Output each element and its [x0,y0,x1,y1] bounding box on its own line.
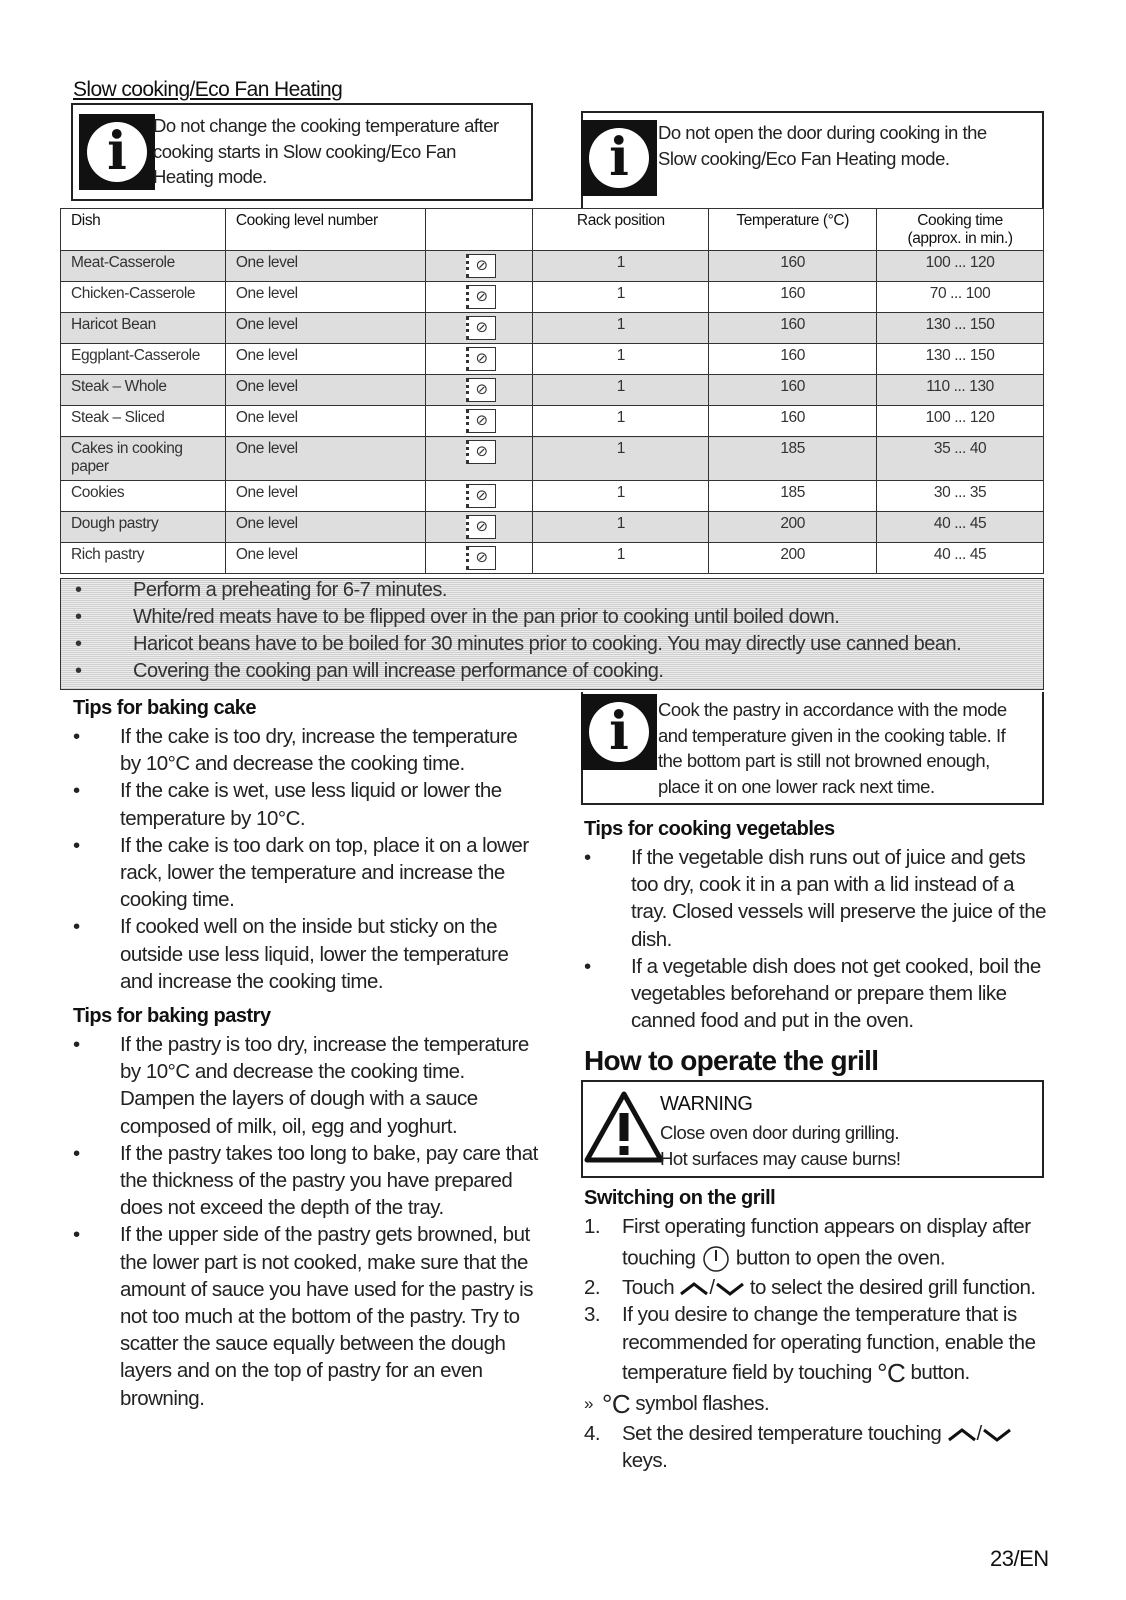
cell-dish: Dough pastry [61,512,226,543]
fan-heating-icon: ⊘ [466,254,496,278]
fan-heating-icon: ⊘ [466,440,496,464]
table-row [61,437,1044,481]
info-line: Do not change the cooking temperature after [153,115,499,136]
fan-heating-icon: ⊘ [466,316,496,340]
header-dish: Dish [61,209,226,251]
list-item: • If the pastry takes too long to bake, pay care that the thickness of the pastry you have prepared does not exceed the depth of the tray. [73,1141,538,1220]
cake-tips-list [73,723,553,995]
header-level: Cooking level number [225,209,425,251]
warning-title: WARNING [660,1093,753,1115]
keys-separator: / [709,1276,715,1300]
table-row [61,481,1044,512]
cell-temperature: 160 [709,344,877,375]
info-box-door [581,111,1044,208]
warning-line: Close oven door during grilling. [660,1122,900,1143]
pastry-tips-title: Tips for baking pastry [73,1005,271,1027]
section-title: Slow cooking/Eco Fan Heating [73,78,343,101]
step-item: 2. Touch / to select the desired grill function. [584,1276,1036,1300]
cell-temperature: 185 [709,481,877,512]
info-line: Cook the pastry in accordance with the mode [658,699,1007,720]
fan-heating-icon: ⊘ [466,347,496,371]
cell-rack: 1 [533,251,709,282]
cell-dish: Cookies [61,481,226,512]
fan-heating-icon: ⊘ [466,515,496,539]
warning-box [581,1080,1044,1178]
cell-dish: Cakes in cooking paper [61,437,226,481]
cell-mode [425,344,533,375]
cell-dish: Meat-Casserole [61,251,226,282]
cell-mode [425,313,533,344]
cell-time: 40 ... 45 [877,543,1044,574]
fan-heating-icon: ⊘ [466,409,496,433]
list-item: • If the cake is too dark on top, place it on a lower rack, lower the temperature and increase the cooking time. [73,833,529,912]
cell-level: One level [225,251,425,282]
cell-mode [425,251,533,282]
cell-level: One level [225,406,425,437]
step-item: 1. First operating function appears on display after touching button to open the oven. [584,1213,1054,1274]
cell-rack: 1 [533,406,709,437]
info-icon: i [581,120,657,196]
cell-rack: 1 [533,313,709,344]
cell-dish: Rich pastry [61,543,226,574]
step-item: 3. If you desire to change the temperature that is recommended for operating function, enable the temperature field by touching °C button. [584,1303,1036,1388]
cell-mode [425,437,533,481]
header-time: Cooking time (approx. in min.) [877,209,1044,251]
table-row [61,406,1044,437]
note-item: • Haricot beans have to be boiled for 30 minutes prior to cooking. You may directly use canned bean. [75,633,962,655]
cooking-table [60,208,1044,574]
fan-heating-icon: ⊘ [466,546,496,570]
cell-temperature: 160 [709,406,877,437]
cell-time: 130 ... 150 [877,313,1044,344]
cell-time: 35 ... 40 [877,437,1044,481]
cell-mode [425,375,533,406]
table-row [61,512,1044,543]
info-line: Do not open the door during cooking in the [658,122,987,143]
down-key-icon [715,1281,745,1297]
cell-temperature: 200 [709,543,877,574]
vegetable-tips-title: Tips for cooking vegetables [584,818,835,840]
cell-level: One level [225,375,425,406]
up-key-icon [947,1427,977,1443]
header-temperature: Temperature (°C) [709,209,877,251]
fan-heating-icon: ⊘ [466,484,496,508]
table-row [61,543,1044,574]
table-row [61,344,1044,375]
cell-rack: 1 [533,344,709,375]
list-item: • If a vegetable dish does not get cooked, boil the vegetables beforehand or prepare them like canned food and put in the oven. [584,954,1041,1033]
celsius-icon: °C [877,1357,906,1388]
cell-level: One level [225,313,425,344]
cell-rack: 1 [533,481,709,512]
result-item: » °C symbol flashes. [584,1388,770,1419]
cell-temperature: 160 [709,313,877,344]
cell-level: One level [225,543,425,574]
page-number: 23/EN [990,1546,1049,1571]
cell-time: 30 ... 35 [877,481,1044,512]
cell-temperature: 185 [709,437,877,481]
header-rack: Rack position [533,209,709,251]
list-item: • If the pastry is too dry, increase the temperature by 10°C and decrease the cooking time. Dampen the layers of dough with a sauce composed of milk, oil, egg and yoghurt. [73,1033,529,1138]
cell-dish: Eggplant-Casserole [61,344,226,375]
list-item: • If the vegetable dish runs out of juice and gets too dry, cook it in a pan with a lid instead of a tray. Closed vessels will preserve the juice of the dish. [584,846,1047,951]
list-item: • If cooked well on the inside but sticky on the outside use less liquid, lower the temperature and increase the cooking time. [73,915,509,993]
celsius-icon: °C [602,1388,631,1419]
table-header-row [61,209,1044,251]
grill-steps [584,1213,1054,1475]
cell-level: One level [225,344,425,375]
keys-separator: / [976,1422,982,1446]
table-row [61,251,1044,282]
table-notes [60,578,1044,690]
cell-level: One level [225,282,425,313]
cell-rack: 1 [533,512,709,543]
note-item: • Covering the cooking pan will increase performance of cooking. [75,660,664,682]
cell-temperature: 160 [709,251,877,282]
cell-temperature: 160 [709,375,877,406]
cell-time: 110 ... 130 [877,375,1044,406]
list-item: • If the upper side of the pastry gets browned, but the lower part is not cooked, make sure that the amount of sauce you have used for the pastry is not too much at the bottom of the pastry. Try to scatter the sauce equally between the dough layers and on the top of pastry for an even browning. [73,1223,533,1410]
cell-time: 70 ... 100 [877,282,1044,313]
cell-temperature: 200 [709,512,877,543]
cell-dish: Haricot Bean [61,313,226,344]
table-row [61,375,1044,406]
table-row [61,282,1044,313]
cell-rack: 1 [533,375,709,406]
step-item: 4. Set the desired temperature touching / keys. [584,1420,1054,1474]
switching-title: Switching on the grill [584,1187,776,1209]
warning-icon [584,1091,664,1163]
vegetable-tips-list [584,844,1054,1034]
list-item: • If the cake is wet, use less liquid or lower the temperature by 10°C. [73,779,502,830]
cell-temperature: 160 [709,282,877,313]
cell-level: One level [225,512,425,543]
cell-level: One level [225,437,425,481]
info-box-temperature [71,103,533,201]
note-item: • Perform a preheating for 6-7 minutes. [75,579,447,601]
info-line: the bottom part is still not browned enough, [658,750,990,771]
cell-mode [425,543,533,574]
info-line: Slow cooking/Eco Fan Heating mode. [658,147,950,169]
grill-section-title: How to operate the grill [584,1045,879,1076]
power-icon [701,1244,731,1274]
cell-level: One level [225,481,425,512]
list-item: • If the cake is too dry, increase the temperature by 10°C and decrease the cooking time. [73,725,518,776]
info-line: and temperature given in the cooking table. If [658,724,1006,746]
cake-tips-title: Tips for baking cake [73,697,257,719]
note-item: • White/red meats have to be flipped over in the pan prior to cooking until boiled down. [75,606,840,628]
up-key-icon [679,1281,709,1297]
cell-dish: Steak – Sliced [61,406,226,437]
cell-mode [425,282,533,313]
cell-time: 40 ... 45 [877,512,1044,543]
cell-rack: 1 [533,437,709,481]
cell-mode [425,406,533,437]
cell-time: 100 ... 120 [877,406,1044,437]
info-icon: i [581,694,657,770]
info-line: Heating mode. [153,166,267,187]
warning-line: Hot surfaces may cause burns! [660,1147,901,1169]
cell-rack: 1 [533,543,709,574]
cell-dish: Chicken-Casserole [61,282,226,313]
info-icon: i [79,114,155,190]
cell-mode [425,481,533,512]
cell-time: 130 ... 150 [877,344,1044,375]
cell-mode [425,512,533,543]
cell-time: 100 ... 120 [877,251,1044,282]
cell-dish: Steak – Whole [61,375,226,406]
cell-rack: 1 [533,282,709,313]
info-line: place it on one lower rack next time. [658,775,935,797]
info-line: cooking starts in Slow cooking/Eco Fan [153,140,456,162]
down-key-icon [982,1427,1012,1443]
info-box-pastry [581,692,1044,805]
pastry-tips-list [73,1031,553,1412]
table-row [61,313,1044,344]
header-mode [425,209,533,251]
fan-heating-icon: ⊘ [466,285,496,309]
fan-heating-icon: ⊘ [466,378,496,402]
